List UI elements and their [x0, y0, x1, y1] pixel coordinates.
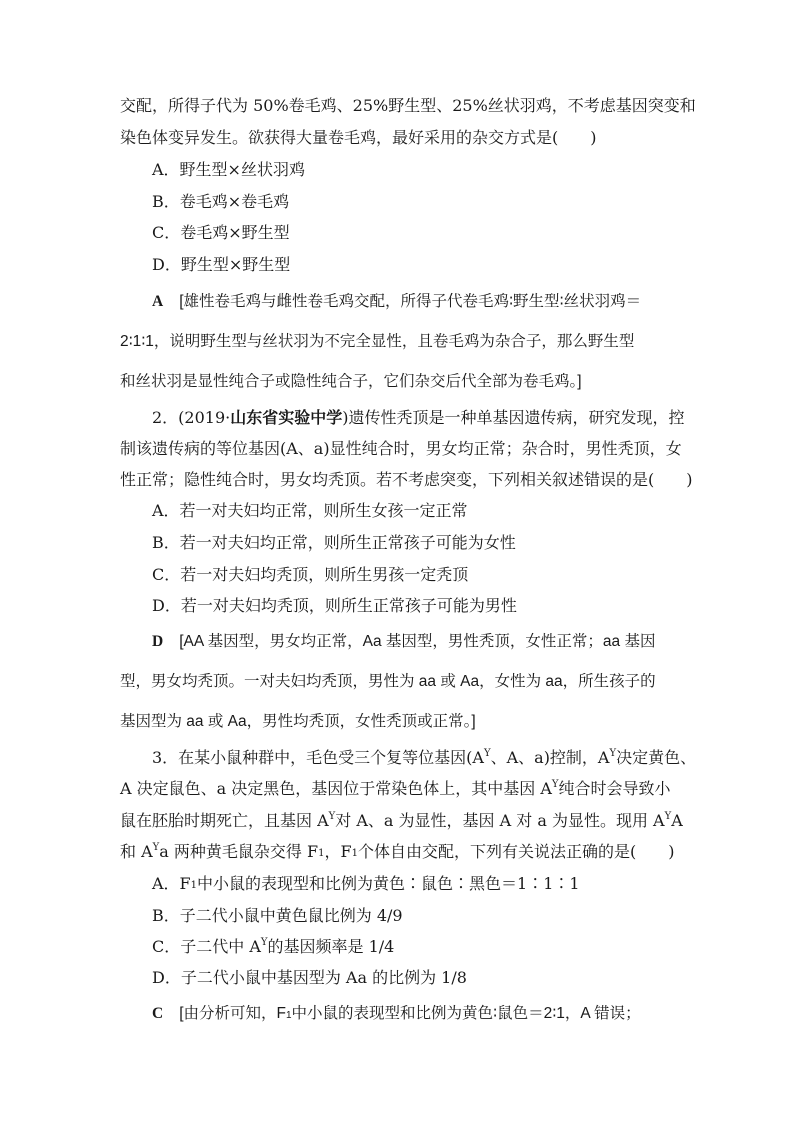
q3-explanation-text: 中小鼠的表现型和比例为黄色∶鼠色＝2∶1，A 错误；: [291, 1005, 641, 1022]
q1-explanation-line: 2∶1∶1，说明野生型与丝状羽为不完全显性，且卷毛鸡为杂合子，那么野生型: [120, 333, 635, 350]
superscript: Y: [483, 748, 491, 759]
q3-text: A 决定鼠色、a 决定黑色，基因位于常染色体上，其中基因 A: [120, 779, 552, 798]
q2-answer-letter: D: [152, 633, 164, 650]
superscript: Y: [609, 748, 617, 759]
q3-text: A．F: [152, 874, 191, 893]
q1-option-d: D．野生型×野生型: [152, 255, 291, 274]
q1-option-a: A．野生型×丝状羽鸡: [152, 160, 305, 179]
q2-stem-line: 制该遗传病的等位基因(A、a)显性纯合时，男女均正常；杂合时，男性秃顶，女: [120, 439, 682, 458]
q2-explanation-text: [AA 基因型，男女均正常，Aa 基因型，男性秃顶，女性正常；aa 基因: [179, 633, 656, 650]
q3-text: a 两种黄毛鼠杂交得 F: [159, 842, 319, 861]
q1-stem-line: 交配，所得子代为 50%卷毛鸡、25%野生型、25%丝状羽鸡，不考虑基因突变和: [120, 96, 696, 115]
q3-text: 中小鼠的表现型和比例为黄色∶鼠色∶黑色＝1∶1∶1: [197, 874, 580, 893]
subscript: 1: [351, 848, 358, 859]
q3-text: 的基因频率是 1/4: [267, 937, 395, 956]
q3-option-c: [152, 937, 394, 957]
q3-text: 对 A、a 为显性，基因 A 对 a 为显性。现用 A: [335, 811, 665, 830]
q1-answer-line: [152, 292, 641, 312]
superscript: Y: [664, 811, 672, 822]
superscript: Y: [551, 779, 559, 790]
q3-text: 纯合时会导致小: [558, 779, 671, 798]
q2-stem-text: )遗传性秃顶是一种单基因遗传病，研究发现，控: [342, 408, 685, 427]
q2-explanation-line: 基因型为 aa 或 Aa，男性均秃顶，女性秃顶或正常。]: [120, 713, 476, 730]
q3-text: C．子二代中 A: [152, 937, 261, 956]
q3-text: ，F: [324, 842, 352, 861]
q2-option-a: A．若一对夫妇均正常，则所生女孩一定正常: [152, 501, 468, 520]
q1-explanation-line: 和丝状羽是显性纯合子或隐性纯合子，它们杂交后代全部为卷毛鸡。]: [120, 373, 582, 390]
q2-option-d: D．若一对夫妇均秃顶，则所生正常孩子可能为男性: [152, 596, 517, 615]
q1-option-b: B．卷毛鸡×卷毛鸡: [152, 192, 290, 211]
q3-text: A: [671, 811, 683, 830]
q3-text: 个体自由交配，下列有关说法正确的是( ): [357, 842, 675, 861]
q2-option-c: C．若一对夫妇均秃顶，则所生男孩一定秃顶: [152, 565, 469, 584]
q3-text: 3．在某小鼠种群中，毛色受三个复等位基因(A: [152, 748, 484, 767]
q2-answer-line: [152, 632, 655, 652]
q1-explanation-text: [雄性卷毛鸡与雌性卷毛鸡交配，所得子代卷毛鸡∶野生型∶丝状羽鸡＝: [179, 293, 642, 310]
superscript: Y: [328, 811, 336, 822]
q3-text: 和 A: [120, 842, 153, 861]
q2-stem-line: [152, 408, 685, 428]
q3-option-a: [152, 874, 580, 894]
superscript: Y: [260, 937, 268, 948]
q2-source: 山东省实验中学: [230, 408, 343, 427]
q3-text: 鼠在胚胎时期死亡，且基因 A: [120, 811, 329, 830]
q3-answer-line: [152, 1004, 641, 1024]
subscript: 1: [285, 1010, 292, 1021]
q3-text: 、A、a)控制，A: [490, 748, 610, 767]
superscript: Y: [152, 842, 160, 853]
subscript: 1: [318, 848, 325, 859]
q3-stem-line: [152, 748, 696, 768]
q3-option-b: B．子二代小鼠中黄色鼠比例为 4/9: [152, 906, 403, 925]
q3-answer-letter: C: [152, 1005, 164, 1022]
q3-stem-line: [120, 811, 683, 831]
subscript: 1: [190, 880, 198, 891]
q1-answer-letter: A: [152, 293, 164, 310]
q2-stem-line: 性正常；隐性纯合时，男女均秃顶。若不考虑突变，下列相关叙述错误的是( ): [120, 470, 693, 489]
q3-stem-line: [120, 779, 671, 799]
q2-option-b: B．若一对夫妇均正常，则所生正常孩子可能为女性: [152, 533, 516, 552]
q2-explanation-line: 型，男女均秃顶。一对夫妇均秃顶，男性为 aa 或 Aa，女性为 aa，所生孩子的: [120, 673, 656, 690]
q3-explanation-text: [由分析可知，F: [179, 1005, 286, 1022]
q3-text: 决定黄色、: [616, 748, 697, 767]
q3-stem-line: [120, 842, 674, 862]
q1-stem-line: 染色体变异发生。欲获得大量卷毛鸡，最好采用的杂交方式是( ): [120, 128, 597, 147]
q2-number: 2．(2019·: [152, 408, 231, 427]
q3-option-d: D．子二代小鼠中基因型为 Aa 的比例为 1/8: [152, 968, 467, 987]
q1-option-c: C．卷毛鸡×野生型: [152, 223, 290, 242]
